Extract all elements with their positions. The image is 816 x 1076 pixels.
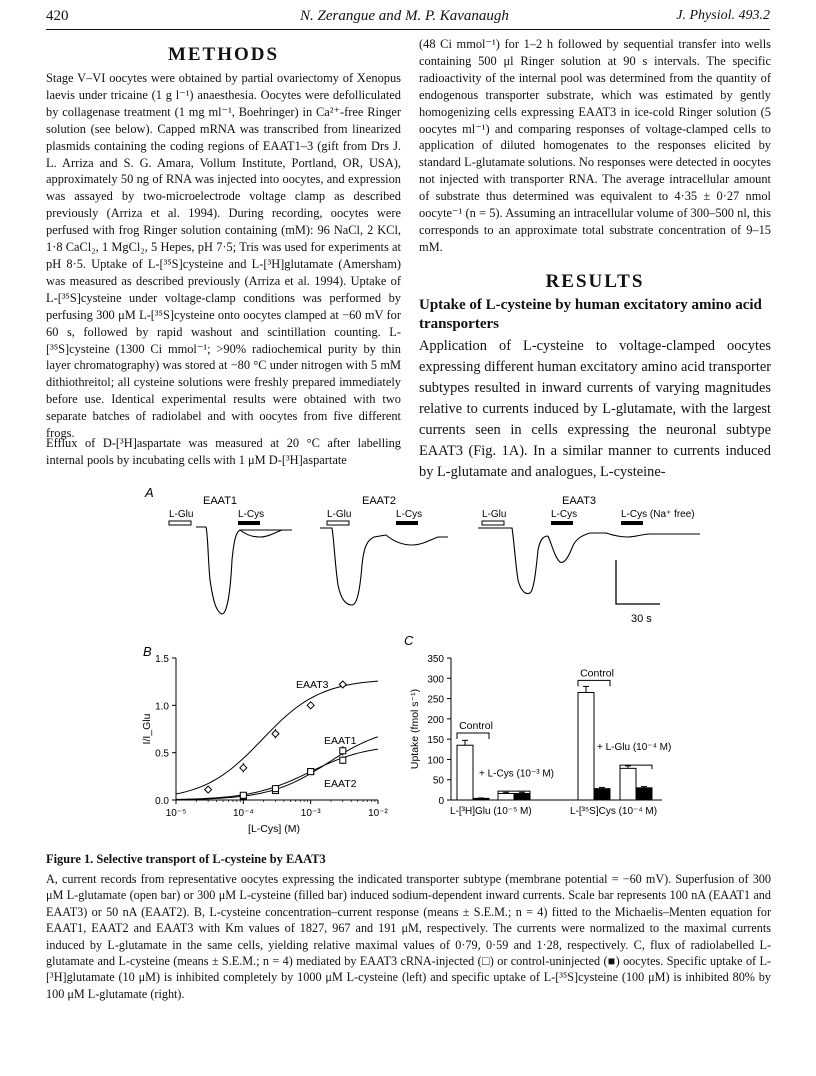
methods-title: METHODS [167, 44, 280, 65]
b-y-tick-label: 0.5 [155, 748, 169, 760]
panel-c [404, 633, 671, 817]
c-y-tick-label: 100 [427, 755, 444, 767]
b-x-tick-label: 10⁻⁴ [232, 808, 254, 819]
control-bracket [457, 733, 489, 739]
panel-b-label: B [143, 644, 152, 659]
cys-na-free-bar [621, 521, 643, 525]
methods-paragraph-1: Stage V–VI oocytes were obtained by partial ovariectomy of Xenopus laevis under tricaine (1 g l⁻¹) anaesthesia. Oocytes were defolliculated by collagenase treatment (1 mg ml⁻¹, Boehringer) in Ca²⁺-free Ringer solution (see below). Capped mRNA was transcribed from linearized plasmids containing the coding regions of EAAT1–3 (gift from Drs J. L. Arriza and S. G. Amara, Vollum Institute, Portland, OR, USA), approximately 50 ng of RNA was injected into oocytes, and expression was assayed by two-microelectrode voltage clamp as described previously (Arriza et al. 1994). During recording, oocytes were perfused with frog Ringer solution containing (mM): 96 NaCl, 2 KCl, 1·8 CaCl₂, 1 MgCl₂, 5 Hepes, pH 7·5; Tris was used for experiments at pH 8·5. Uptake of L-[³⁵S]cysteine and L-[³H]glutamate (Amersham) was measured as described previously (Arriza et al. 1994). Uptake of L-[³⁵S]cysteine under voltage-clamp conditions was performed by perfusing 300 μM L-[³⁵S]cysteine onto oocytes clamped at −60 mV for 60 s, followed by rapid washout and scintillation counting. L-[³⁵S]cysteine (1300 Ci mmol⁻¹; >90% radiochemical purity by thin layer chromatography) was stored at −80 °C under nitrogen with 5 mM dithiothreitol; all cysteine solutions were freshly prepared immediately before use. Identical experimental results were obtained with two separate batches of radiolabel and with oocytes from five different frogs. [46, 71, 401, 441]
bar-open [578, 692, 594, 800]
panel-a-label: A [145, 485, 154, 500]
page-number: 420 [46, 8, 69, 24]
c-y-tick-label: 200 [427, 714, 444, 726]
results-subheading: Uptake of L-cysteine by human excitatory amino acid transporters [419, 297, 762, 332]
b-y-tick-label: 1.0 [155, 701, 169, 713]
c-y-tick-label: 50 [432, 775, 444, 787]
scale-bar-label: 30 s [631, 613, 652, 625]
cys-filled-bar [396, 521, 418, 525]
journal-ref: J. Physiol. 493.2 [676, 8, 770, 23]
group-axis-label: L-[³⁵S]Cys (10⁻⁴ M) [570, 806, 658, 817]
panel-c-label: C [404, 633, 414, 648]
cys-current-trace [240, 530, 292, 537]
data-point-eaat3 [240, 764, 247, 771]
results-title: RESULTS [545, 271, 645, 292]
control-bracket [578, 680, 610, 686]
treatment-label: + L-Glu (10⁻⁴ M) [597, 742, 672, 754]
figure-caption: A, current records from representative oocytes expressing the indicated transporter subtype (membrane potential = −60 mV). Superfusion of 300 μM L-glutamate (open bar) or 300 μM L-cysteine (filled bar) induced sodium-dependent inward currents. Scale bar represents 100 nA (EAAT1 and EAAT3) or 50 nA (EAAT2). B, L-cysteine concentration–current response (means ± S.E.M.; n = 4) fitted to the Michaelis–Menten equation for EAAT1, EAAT2 and EAAT3 with Km values of 1827, 967 and 191 μM, respectively. The currents were normalized to the maximal currents induced by L-glutamate in the same cells, yielding relative maximal values of 0·79, 0·59 and 1·28, respectively. C, flux of radiolabelled L-glutamate and L-cysteine (means ± S.E.M.; n = 4) mediated by EAAT3 cRNA-injected (□) or control-uninjected (■) oocytes. Specific uptake of L-[³H]glutamate (10 μM) is inhibited completely by 1000 μM L-cysteine (left) and specific uptake of L-[³⁵S]cysteine (100 μM) is inhibited 80% by 100 μM L-glutamate (right). [46, 872, 771, 1001]
glu-label: L-Glu [482, 509, 507, 520]
panel-b [141, 644, 389, 835]
trace-title: EAAT1 [203, 495, 238, 507]
b-x-tick-label: 10⁻² [368, 808, 388, 819]
cys-filled-bar [238, 521, 260, 525]
control-label: Control [580, 667, 614, 680]
b-x-tick-label: 10⁻⁵ [165, 808, 187, 819]
running-authors: N. Zerangue and M. P. Kavanaugh [300, 8, 509, 24]
series-label-eaat3: EAAT3 [296, 679, 329, 691]
c-y-tick-label: 300 [427, 674, 444, 686]
series-label-eaat1: EAAT1 [324, 735, 357, 747]
series-label-eaat2: EAAT2 [324, 778, 357, 790]
bar-open [498, 794, 514, 800]
glu-current-trace [196, 527, 290, 614]
b-y-tick-label: 1.5 [155, 654, 169, 665]
panel-a [144, 485, 700, 625]
trace-title: EAAT2 [362, 495, 397, 507]
data-point-eaat1 [340, 748, 346, 754]
methods-paragraph-2: Efflux of D-[³H]aspartate was measured at 20 °C after labelling internal pools by incubating cells with 1 μM D-[³H]aspartate [46, 436, 401, 467]
bar-group-2 [570, 667, 671, 817]
b-x-axis-label: [L-Cys] (M) [248, 823, 300, 835]
scale-bar [616, 560, 660, 604]
b-y-tick-label: 0.0 [155, 796, 169, 807]
bar-open [620, 768, 636, 800]
bar-filled [594, 789, 610, 800]
glu-current-trace [320, 528, 386, 605]
control-label: Control [459, 720, 493, 733]
glu-label: L-Glu [327, 509, 352, 520]
data-point-eaat3 [272, 730, 279, 737]
data-point-eaat2 [240, 792, 246, 798]
bar-open [457, 745, 473, 800]
cys-current-trace [548, 533, 590, 562]
data-point-eaat2 [272, 786, 278, 792]
bar-filled [636, 788, 652, 800]
c-y-tick-label: 0 [438, 796, 444, 807]
b-y-axis-label: I/I_Glu [141, 713, 153, 745]
glu-current-trace [478, 528, 548, 594]
data-point-eaat2 [308, 769, 314, 775]
cys-filled-bar [551, 521, 573, 525]
b-x-tick-label: 10⁻³ [300, 808, 321, 819]
glu-label: L-Glu [169, 509, 194, 520]
glu-open-bar [482, 521, 504, 525]
trace-group-eaat1 [169, 495, 292, 614]
na-free-current-trace [590, 533, 700, 537]
figure-1 [0, 480, 816, 850]
c-y-tick-label: 150 [427, 735, 444, 747]
trace-title: EAAT3 [562, 495, 597, 507]
data-point-eaat3 [307, 702, 314, 709]
figure-caption-title: Figure 1. Selective transport of L-cysteine by EAAT3 [46, 852, 326, 866]
results-paragraph-1: Application of L-cysteine to voltage-clamped oocytes expressing different human excitatory amino acid transporter subtypes resulted in inward currents of varying magnitudes relative to currents induced by L-glutamate, with the largest currents seen in cells expressing the neuronal subtype EAAT3 (Fig. 1A). In a similar manner to currents induced by L-glutamate and analogues, L-cysteine- [419, 338, 771, 480]
data-point-eaat3 [205, 786, 212, 793]
c-y-tick-label: 250 [427, 694, 444, 706]
bar-group-1 [450, 720, 554, 817]
cys-label: L-Cys [238, 509, 265, 520]
cys-na-free-label: L-Cys (Na⁺ free) [621, 509, 695, 520]
trace-group-eaat3 [478, 495, 700, 594]
treatment-label: + L-Cys (10⁻³ M) [479, 768, 555, 780]
group-axis-label: L-[³H]Glu (10⁻⁵ M) [450, 806, 532, 817]
methods-paragraph-3: (48 Ci mmol⁻¹) for 1–2 h followed by sequential transfer into wells containing 500 μl Ringer solution at 90 s intervals. The specific radioactivity of the internal pool was determined from the quantity of endogenous transporter substrate, which was estimated by gently homogenizing cells expressing EAAT3 in ice-cold Ringer solution (5 oocytes ml⁻¹) and comparing responses of voltage-clamped cells to application of diluted homogenates to the responses elicited by standard L-glutamate solutions. No responses were detected in oocytes not injected with transporter RNA. The average intracellular amount of substrate thus determined was equivalent to 4·35 ± 0·27 nmol oocyte⁻¹ (n = 5). Assuming an intracellular volume of 300–500 nl, this corresponds to an approximate total substrate concentration of 9–15 mM. [419, 37, 771, 254]
glu-open-bar [169, 521, 191, 525]
glu-open-bar [327, 521, 349, 525]
data-point-eaat2 [340, 757, 346, 763]
header-rule [46, 29, 770, 30]
bar-filled [473, 798, 489, 800]
c-y-axis-label: Uptake (fmol s⁻¹) [409, 688, 421, 770]
trace-group-eaat2 [320, 495, 448, 605]
cys-label: L-Cys [396, 509, 423, 520]
bar-filled [514, 794, 530, 800]
c-y-tick-label: 350 [427, 654, 444, 665]
cys-current-trace [386, 535, 448, 545]
cys-label: L-Cys [551, 509, 578, 520]
